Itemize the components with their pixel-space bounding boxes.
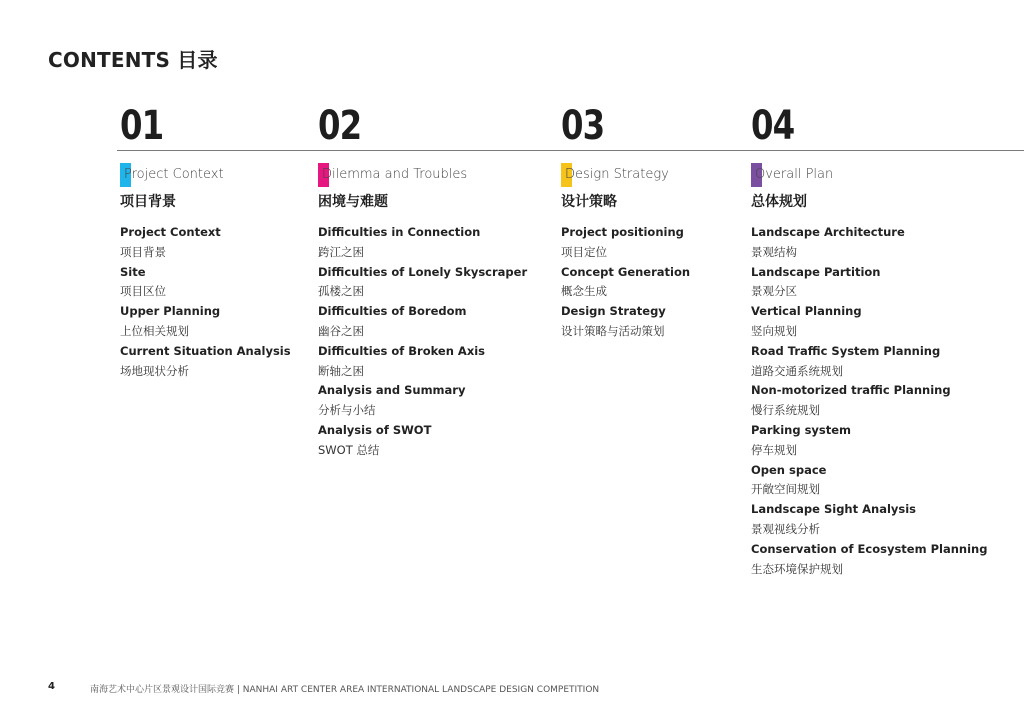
item-cn: 停车规划 (751, 442, 797, 457)
section-title-en-text: Overall Plan (755, 167, 834, 182)
item-en[interactable]: Landscape Partition (751, 264, 881, 279)
page-title: CONTENTS 目录 (48, 48, 218, 72)
section-04 (751, 104, 987, 579)
item-en[interactable]: Site (120, 264, 146, 279)
item-cn: 项目背景 (120, 244, 166, 259)
item-cn: 概念生成 (561, 284, 607, 299)
item-cn: 项目定位 (561, 244, 607, 259)
item-en[interactable]: Road Traffic System Planning (751, 343, 941, 358)
section-number: 04 (751, 103, 795, 149)
item-en[interactable]: Analysis of SWOT (318, 422, 432, 437)
item-en[interactable]: Difficulties of Boredom (318, 304, 467, 319)
item-cn: 项目区位 (120, 284, 166, 299)
item-en[interactable]: Analysis and Summary (318, 383, 466, 398)
section-number: 03 (561, 103, 605, 149)
section-01 (120, 104, 291, 381)
section-03 (561, 104, 690, 342)
section-title-en-text: Dilemma and Troubles (322, 167, 468, 182)
section-number: 02 (318, 103, 362, 149)
item-cn: 断轴之困 (318, 363, 364, 378)
section-title-cn: 设计策略 (561, 194, 617, 210)
item-cn: 景观视线分析 (751, 521, 820, 536)
item-cn: 开敞空间规划 (751, 482, 820, 497)
section-title-en-text: Design Strategy (565, 167, 669, 182)
item-cn: 竖向规划 (751, 323, 797, 338)
item-en[interactable]: Difficulties of Lonely Skyscraper (318, 264, 528, 279)
section-title-en-text: Project Context (124, 167, 224, 182)
item-cn: 场地现状分析 (120, 363, 189, 378)
item-en[interactable]: Vertical Planning (751, 304, 862, 319)
item-cn: 跨江之困 (318, 244, 364, 259)
item-cn: 慢行系统规划 (751, 403, 820, 418)
item-en[interactable]: Current Situation Analysis (120, 343, 291, 358)
item-cn: 设计策略与活动策划 (561, 323, 665, 338)
item-en[interactable]: Difficulties in Connection (318, 225, 481, 239)
item-cn: SWOT 总结 (318, 442, 380, 457)
item-en[interactable]: Landscape Architecture (751, 225, 905, 239)
item-cn: 分析与小结 (318, 403, 376, 418)
section-title-cn: 困境与难题 (318, 194, 388, 210)
item-en[interactable]: Concept Generation (561, 264, 691, 279)
section-number: 01 (120, 103, 164, 149)
item-en[interactable]: Non-motorized traffic Planning (751, 383, 951, 398)
item-en[interactable]: Design Strategy (561, 304, 666, 319)
item-cn: 孤楼之困 (318, 284, 364, 299)
footer-text: 南海艺术中心片区景观设计国际竞赛 | NANHAI ART CENTER AREA INTERNATIONAL LANDSCAPE DESIGN COMPETITION (90, 685, 600, 695)
section-title-en (120, 163, 291, 187)
section-title-en (751, 163, 987, 187)
item-en[interactable]: Project positioning (561, 225, 684, 239)
section-title-en (318, 163, 527, 187)
item-cn: 景观分区 (751, 284, 797, 299)
item-cn: 上位相关规划 (120, 323, 189, 338)
item-en[interactable]: Difficulties of Broken Axis (318, 343, 486, 358)
item-cn: 景观结构 (751, 244, 797, 259)
item-cn: 生态环境保护规划 (751, 561, 843, 576)
item-en[interactable]: Open space (751, 462, 827, 477)
section-02 (318, 104, 527, 461)
section-title-cn: 总体规划 (751, 194, 807, 210)
item-cn: 幽谷之困 (318, 323, 364, 338)
item-en[interactable]: Landscape Sight Analysis (751, 502, 917, 517)
item-en[interactable]: Project Context (120, 225, 221, 239)
item-en[interactable]: Conservation of Ecosystem Planning (751, 541, 988, 556)
item-en[interactable]: Upper Planning (120, 304, 221, 319)
page-number: 4 (48, 681, 55, 692)
item-en[interactable]: Parking system (751, 422, 852, 437)
item-cn: 道路交通系统规划 (751, 363, 843, 378)
section-title-en (561, 163, 690, 187)
section-title-cn: 项目背景 (120, 194, 176, 210)
